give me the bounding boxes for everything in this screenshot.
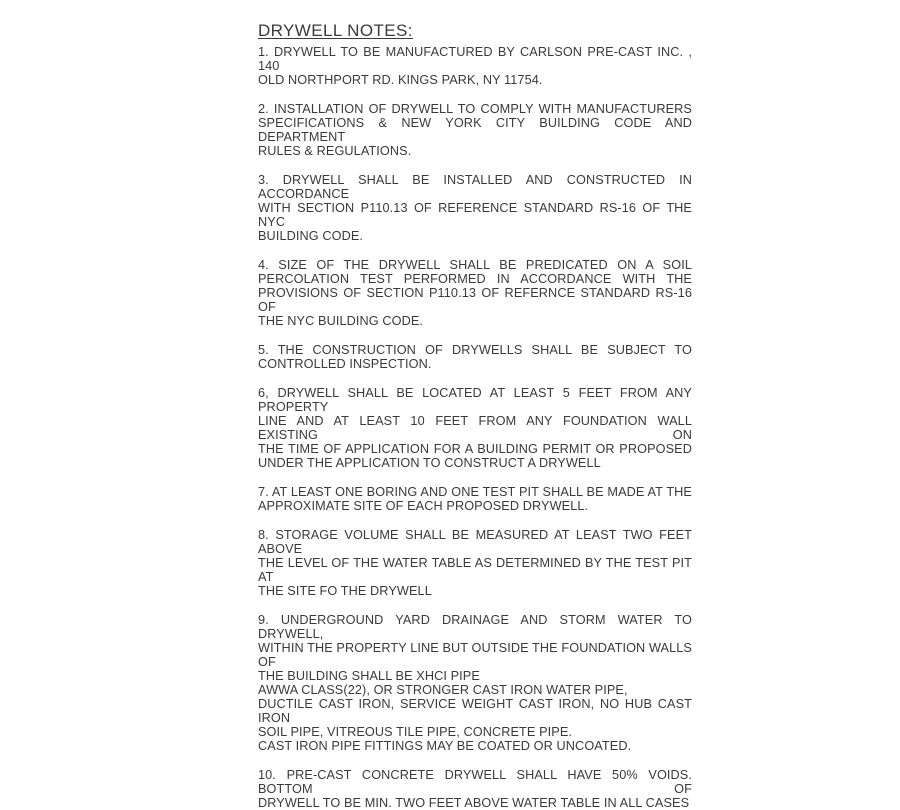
drywell-notes-document (258, 22, 692, 810)
note-line: SPECIFICATIONS & NEW YORK CITY BUILDING CODE AND DEPARTMENT (258, 116, 692, 144)
note-5 (258, 343, 692, 371)
note-line: THE BUILDING SHALL BE XHCI PIPE (258, 669, 480, 683)
notes-list (258, 45, 692, 810)
note-7 (258, 485, 692, 513)
note-line: CONTROLLED INSPECTION. (258, 357, 432, 371)
note-line: PROVISIONS OF SECTION P110.13 OF REFERNCE STANDARD RS-16 OF (258, 286, 692, 314)
note-line: WITHIN THE PROPERTY LINE BUT OUTSIDE THE FOUNDATION WALLS OF (258, 641, 692, 669)
note-line: SOIL PIPE, VITREOUS TILE PIPE, CONCRETE PIPE. (258, 725, 573, 739)
note-6 (258, 386, 692, 470)
note-line: 7. AT LEAST ONE BORING AND ONE TEST PIT SHALL BE MADE AT THE (258, 485, 692, 499)
note-line: PERCOLATION TEST PERFORMED IN ACCORDANCE WITH THE (258, 272, 692, 286)
note-4 (258, 258, 692, 328)
note-line: THE LEVEL OF THE WATER TABLE AS DETERMINED BY THE TEST PIT AT (258, 556, 692, 584)
note-line: APPROXIMATE SITE OF EACH PROPOSED DRYWELL. (258, 499, 589, 513)
note-line: RULES & REGULATIONS. (258, 144, 412, 158)
note-line: CAST IRON PIPE FITTINGS MAY BE COATED OR UNCOATED. (258, 739, 632, 753)
note-line: 3. DRYWELL SHALL BE INSTALLED AND CONSTRUCTED IN ACCORDANCE (258, 173, 692, 201)
note-line: 9. UNDERGROUND YARD DRAINAGE AND STORM WATER TO DRYWELL, (258, 613, 692, 641)
note-line: DRYWELL TO BE MIN. TWO FEET ABOVE WATER TABLE IN ALL CASES (258, 796, 690, 810)
note-2 (258, 102, 692, 158)
page-title: DRYWELL NOTES: (258, 21, 413, 40)
note-line: 1. DRYWELL TO BE MANUFACTURED BY CARLSON PRE-CAST INC. , 140 (258, 45, 692, 73)
note-line: WITH SECTION P110.13 OF REFERENCE STANDARD RS-16 OF THE NYC (258, 201, 692, 229)
note-line: UNDER THE APPLICATION TO CONSTRUCT A DRYWELL (258, 456, 601, 470)
note-line: 2. INSTALLATION OF DRYWELL TO COMPLY WITH MANUFACTURERS (258, 102, 692, 116)
note-line: OLD NORTHPORT RD. KINGS PARK, NY 11754. (258, 73, 543, 87)
note-8 (258, 528, 692, 598)
note-1 (258, 45, 692, 87)
note-line: 4. SIZE OF THE DRYWELL SHALL BE PREDICATED ON A SOIL (258, 258, 692, 272)
note-line: AWWA CLASS(22), OR STRONGER CAST IRON WATER PIPE, (258, 683, 628, 697)
note-line: 10. PRE-CAST CONCRETE DRYWELL SHALL HAVE 50% VOIDS. BOTTOM OF (258, 768, 692, 796)
note-line: 8. STORAGE VOLUME SHALL BE MEASURED AT LEAST TWO FEET ABOVE (258, 528, 692, 556)
note-line: THE NYC BUILDING CODE. (258, 314, 424, 328)
note-line: DUCTILE CAST IRON, SERVICE WEIGHT CAST IRON, NO HUB CAST IRON (258, 697, 692, 725)
note-line: 6, DRYWELL SHALL BE LOCATED AT LEAST 5 FEET FROM ANY PROPERTY (258, 386, 692, 414)
note-line: BUILDING CODE. (258, 229, 364, 243)
note-line: 5. THE CONSTRUCTION OF DRYWELLS SHALL BE SUBJECT TO (258, 343, 692, 357)
note-9 (258, 613, 692, 753)
note-10 (258, 768, 692, 810)
note-line: LINE AND AT LEAST 10 FEET FROM ANY FOUNDATION WALL EXISTING ON (258, 414, 692, 442)
note-line: THE SITE FO THE DRYWELL (258, 584, 432, 598)
note-line: THE TIME OF APPLICATION FOR A BUILDING PERMIT OR PROPOSED (258, 442, 692, 456)
note-3 (258, 173, 692, 243)
